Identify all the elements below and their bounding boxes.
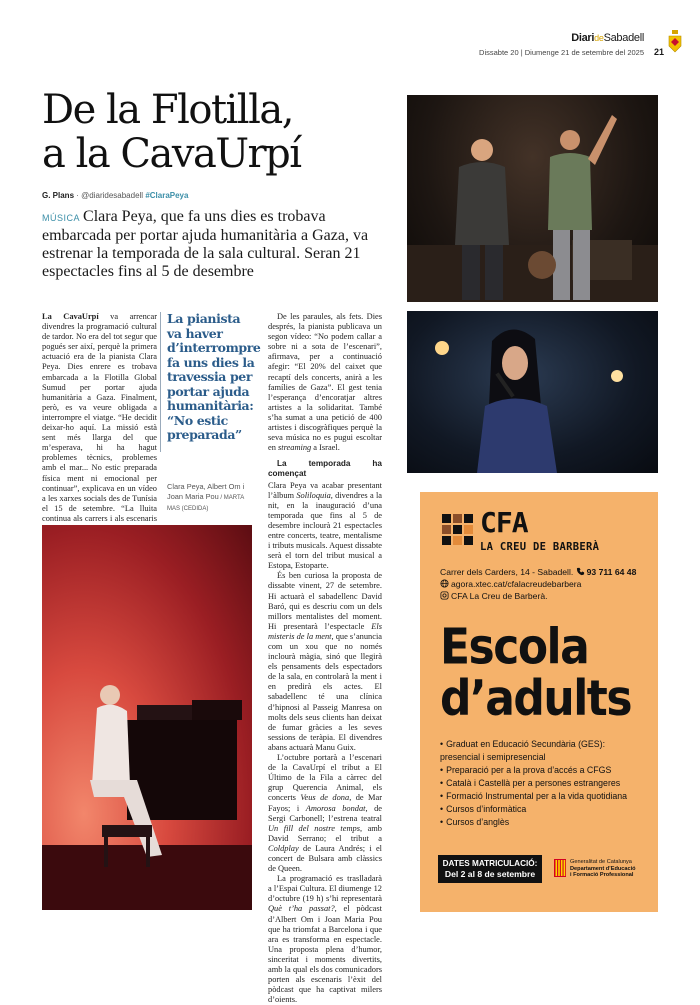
photo-clara-peya-illustration bbox=[407, 311, 658, 473]
course-item: • Preparació per a la prova d’accés a CFGS bbox=[440, 764, 655, 777]
pullquote-rule bbox=[160, 312, 161, 452]
course-item: • Formació Instrumental per a la vida quotidiana bbox=[440, 790, 655, 803]
enrollment-dates-badge: DATES MATRICULACIÓ: Del 2 al 8 de setembre bbox=[438, 855, 542, 883]
cfa-grid-logo-icon bbox=[442, 514, 474, 546]
photo-stage-speakers-illustration bbox=[407, 95, 658, 302]
course-item: • Cursos d’informàtica bbox=[440, 803, 655, 816]
generalitat-credit: Generalitat de Catalunya Departament d’Educació i Formació Professional bbox=[554, 859, 654, 879]
photo-stage-speakers[interactable] bbox=[407, 95, 658, 302]
course-item: • Cursos d’anglès bbox=[440, 816, 655, 829]
section-label: MÚSICA bbox=[42, 213, 81, 223]
course-item: • Graduat en Educació Secundària (GES): bbox=[440, 738, 655, 751]
author-name: G. Plans bbox=[42, 191, 75, 200]
photo-pianist-stage[interactable] bbox=[42, 525, 252, 910]
cfa-instagram-link[interactable]: CFA La Creu de Barberà. bbox=[451, 591, 548, 601]
course-list bbox=[440, 738, 655, 829]
cfa-contact bbox=[440, 566, 655, 602]
pullquote: La pianista va haver d’interrompre fa uns dies la travessia per portar ajuda humanitària: “No estic preparada” bbox=[167, 311, 261, 442]
article-lead: MÚSICA Clara Peya, que fa uns dies es trobava embarcada per portar ajuda humanitària a Gaza, va estrenar la temporada de la sala cultural. Seran 21 espectacles fins al 5 de desembre bbox=[42, 208, 369, 280]
ad-headline: Escola d’adults bbox=[440, 618, 632, 728]
cfa-logo-text: CFA bbox=[480, 506, 528, 539]
photo-clara-peya-singing[interactable] bbox=[407, 311, 658, 473]
phone-icon bbox=[576, 567, 585, 576]
author-handle[interactable]: @diaridesabadell bbox=[81, 191, 144, 200]
article-hashtag[interactable]: #ClaraPeya bbox=[145, 191, 189, 200]
cfa-advertisement[interactable] bbox=[420, 492, 658, 912]
article-subhead: La temporada ha començat bbox=[268, 459, 382, 479]
article-column-3: De les paraules, als fets. Dies després, la pianista publicava un segon vídeo: “No podem callar a sobre ni a sota de l’escenari”, afirmava, per a continuació afegir: “El 20% del caixet que recaptí dels concerts, anirà a les famílies de Gaza”. El gest tenia l’esperança d’encoratjar altres artistes a la solidaritat. També s’ha sumat a una petició de 400 artistes i discogràfiques perquè la seva música no es pugui escoltar en streaming a Israel. La temporada ha començat Clara Peya va acabar presentant l’àlbum Soliloquia, divendres a la nit, en la inauguració d’una temporada que fins al 5 de desembre inclourà 21 espectacles entre concerts, teatre, mentalisme i tributs musicals. Aquest dissabte serà el torn del tribut musical a Estopa, Estoparte. És ben curiosa la proposta de dissabte vinent, 27 de setembre. Hi actuarà el sabadellenc David Baró, qui es descriu com un dels millors mentalistes del moment. Hi presentarà l’espectacle Els misteris de la ment, que s’anuncia com un xou que no només inclourà màgia, sinó que llegirà els pensaments dels espectadors de la sala, en controlarà la ment i en predirà els actes. El sabadellenc té una clínica d’hipnosi al Passeig Manresa on molts dels seus clients han deixat de fumar gràcies a les seves sessions de teràpia. El divendres abans actuarà Manu Guix. L’octubre portarà a l’escenari de la CavaUrpí el tribut a El Último de la Fila a càrrec del grup Querencia Animal, els concerts Veus de dona, de Mar Fayos; i Amorosa bondat, de Sergi Carbonell; l’estrena teatral Un fill del nostre temps, amb David Serrano; el tribut a Coldplay de Laura Andrés; i el concert de Bulsara amb clàssics de Queen. La programació es traslladarà a l’Espai Cultura. El diumenge 12 d’octubre (19 h) s’hi representarà Què t’ha passat?, el pòdcast d’Albert Om i Joan Maria Pou que ha triomfat a Barcelona i que ara es transforma en espectacle. Una proposta plena d’humor, sinceritat i moments divertits, amb la qual els dos comunicadors porten als escenaris l’èxit del pòdcast que ha captivat milers d’oients. bbox=[268, 312, 382, 1005]
newspaper-brand[interactable]: DiarideSabadell bbox=[571, 32, 644, 44]
page-number: 21 bbox=[653, 47, 664, 57]
byline: G. Plans · @diaridesabadell #ClaraPeya bbox=[42, 191, 189, 200]
course-item: presencial i semipresencial bbox=[440, 752, 546, 762]
instagram-icon bbox=[440, 591, 449, 600]
photo-caption: Clara Peya, Albert Om i Joan Maria Pou / MARTA MAS (CEDIDA) bbox=[167, 482, 245, 512]
cfa-website-link[interactable]: agora.xtec.cat/cfalacreudebarbera bbox=[451, 579, 582, 589]
photo-pianist-illustration bbox=[42, 525, 252, 910]
article-column-1: La CavaUrpí va arrencar divendres la programació cultural de tardor. No era del tot segur que pogués ser així, perquè la primera actuació era de la pianista Clara Peya. Dies enrere es trobava embarcada a la Flotilla Global Sumud per portar ajuda humanitària a Gaza. Finalment, però, es va veure obligada a interrompre el viatge. “He decidit deixar-ho aquí. La missió està sent més llarga del que m’esperava, hi ha hagut problemes tècnics, problemes amb el mar... No estic preparada física ment ni emocional per continuar”, explicava en un vídeo a les xarxes socials des de Tunísia el 15 de setembre. “La lluita continua als carrers i als escenaris bbox=[42, 312, 158, 523]
cfa-phone[interactable]: 93 711 64 48 bbox=[586, 567, 637, 577]
globe-icon bbox=[440, 579, 449, 588]
issue-date: Dissabte 20 | Diumenge 21 de setembre del 2025 bbox=[479, 48, 644, 57]
cfa-subtitle: LA CREU DE BARBERÀ bbox=[480, 541, 600, 553]
cfa-address: Carrer dels Carders, 14 - Sabadell. bbox=[440, 567, 574, 577]
generalitat-logo-icon bbox=[554, 859, 566, 877]
course-item: • Català i Castellà per a persones estrangeres bbox=[440, 777, 655, 790]
article-headline: De la Flotilla, a la CavaUrpí bbox=[42, 87, 301, 177]
city-shield-icon bbox=[668, 30, 682, 56]
